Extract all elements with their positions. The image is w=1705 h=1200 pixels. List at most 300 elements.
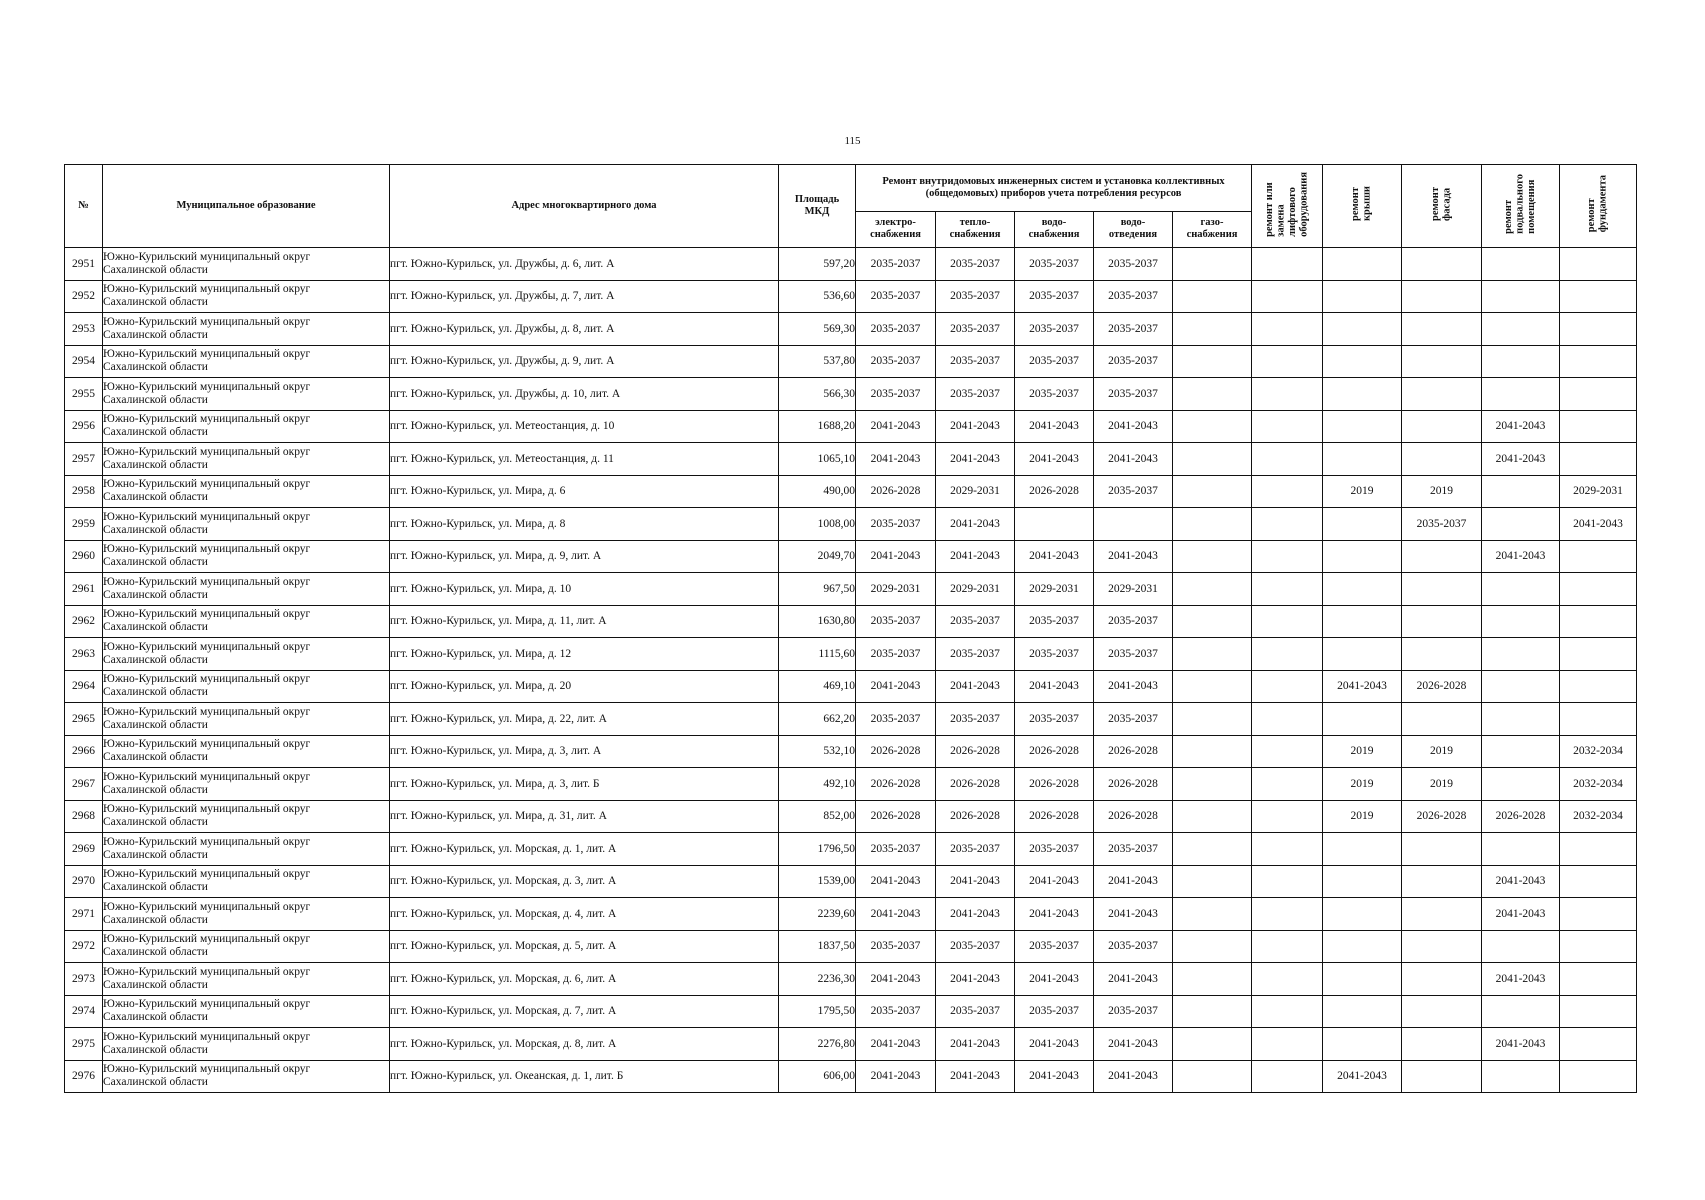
municipality-line-1: Южно-Курильский муниципальный округ — [103, 803, 311, 816]
facade-cell — [1402, 865, 1482, 898]
water-drain-cell: 2026-2028 — [1094, 768, 1173, 801]
municipality-line-1: Южно-Курильский муниципальный округ — [103, 283, 311, 296]
area-cell: 852,00 — [779, 800, 856, 833]
water-supply-cell: 2026-2028 — [1015, 735, 1094, 768]
municipality-line-2: Сахалинской области — [103, 848, 208, 861]
row-number: 2970 — [65, 865, 103, 898]
gas-cell — [1173, 508, 1252, 541]
foundation-cell — [1560, 670, 1637, 703]
row-number: 2956 — [65, 410, 103, 443]
table-row — [65, 703, 1637, 736]
heat-cell: 2029-2031 — [936, 475, 1015, 508]
row-number: 2953 — [65, 313, 103, 346]
municipality-line-2: Сахалинской области — [103, 328, 208, 341]
address-cell: пгт. Южно-Курильск, ул. Морская, д. 6, лит. А — [390, 963, 779, 996]
table-row — [65, 475, 1637, 508]
table-row — [65, 605, 1637, 638]
row-number: 2974 — [65, 995, 103, 1028]
basement-cell — [1482, 573, 1560, 606]
municipality-line-1: Южно-Курильский муниципальный округ — [103, 835, 311, 848]
row-number: 2959 — [65, 508, 103, 541]
lift-cell — [1252, 248, 1323, 281]
electro-cell: 2035-2037 — [856, 345, 936, 378]
lift-cell — [1252, 833, 1323, 866]
municipality-cell — [103, 670, 390, 703]
basement-cell: 2026-2028 — [1482, 800, 1560, 833]
roof-cell: 2019 — [1323, 475, 1402, 508]
municipality-line-2: Сахалинской области — [103, 263, 208, 276]
heat-cell: 2035-2037 — [936, 280, 1015, 313]
basement-cell — [1482, 508, 1560, 541]
foundation-cell — [1560, 313, 1637, 346]
facade-cell — [1402, 703, 1482, 736]
foundation-cell — [1560, 248, 1637, 281]
row-number: 2971 — [65, 898, 103, 931]
municipality-line-2: Сахалинской области — [103, 718, 208, 731]
table-row — [65, 638, 1637, 671]
area-cell: 566,30 — [779, 378, 856, 411]
row-number: 2966 — [65, 735, 103, 768]
header-foundation-label: ремонт фундамента — [1586, 175, 1610, 233]
row-number: 2965 — [65, 703, 103, 736]
municipality-line-1: Южно-Курильский муниципальный округ — [103, 315, 311, 328]
water-supply-cell: 2041-2043 — [1015, 1060, 1094, 1093]
basement-cell — [1482, 345, 1560, 378]
heat-cell: 2035-2037 — [936, 248, 1015, 281]
municipality-line-1: Южно-Курильский муниципальный округ — [103, 445, 311, 458]
row-number: 2976 — [65, 1060, 103, 1093]
water-drain-cell: 2035-2037 — [1094, 248, 1173, 281]
row-number: 2962 — [65, 605, 103, 638]
heat-cell: 2029-2031 — [936, 573, 1015, 606]
water-supply-cell: 2041-2043 — [1015, 963, 1094, 996]
basement-cell: 2041-2043 — [1482, 443, 1560, 476]
header-electro: электро- снабжения — [856, 211, 936, 247]
capital-repair-table — [64, 164, 1637, 1093]
facade-cell — [1402, 280, 1482, 313]
table-row — [65, 508, 1637, 541]
electro-cell: 2035-2037 — [856, 508, 936, 541]
roof-cell — [1323, 963, 1402, 996]
gas-cell — [1173, 345, 1252, 378]
table-row — [65, 670, 1637, 703]
roof-cell: 2019 — [1323, 800, 1402, 833]
electro-cell: 2041-2043 — [856, 898, 936, 931]
municipality-cell — [103, 768, 390, 801]
municipality-line-1: Южно-Курильский муниципальный округ — [103, 640, 311, 653]
roof-cell — [1323, 280, 1402, 313]
municipality-cell — [103, 605, 390, 638]
municipality-line-1: Южно-Курильский муниципальный округ — [103, 965, 311, 978]
gas-cell — [1173, 378, 1252, 411]
municipality-line-2: Сахалинской области — [103, 816, 208, 829]
header-roof-label: ремонт крыши — [1350, 186, 1374, 222]
address-cell: пгт. Южно-Курильск, ул. Морская, д. 5, лит. А — [390, 930, 779, 963]
row-number: 2964 — [65, 670, 103, 703]
address-cell: пгт. Южно-Курильск, ул. Мира, д. 3, лит. Б — [390, 768, 779, 801]
municipality-cell — [103, 833, 390, 866]
water-supply-cell: 2041-2043 — [1015, 443, 1094, 476]
municipality-line-2: Сахалинской области — [103, 393, 208, 406]
address-cell: пгт. Южно-Курильск, ул. Метеостанция, д. 11 — [390, 443, 779, 476]
municipality-cell — [103, 475, 390, 508]
electro-cell: 2041-2043 — [856, 540, 936, 573]
lift-cell — [1252, 443, 1323, 476]
address-cell: пгт. Южно-Курильск, ул. Морская, д. 3, лит. А — [390, 865, 779, 898]
facade-cell — [1402, 540, 1482, 573]
municipality-cell — [103, 508, 390, 541]
water-supply-cell: 2035-2037 — [1015, 313, 1094, 346]
municipality-line-1: Южно-Курильский муниципальный округ — [103, 510, 311, 523]
water-supply-cell: 2041-2043 — [1015, 1028, 1094, 1061]
heat-cell: 2035-2037 — [936, 313, 1015, 346]
table-row — [65, 833, 1637, 866]
gas-cell — [1173, 1060, 1252, 1093]
header-area: Площадь МКД — [779, 165, 856, 248]
lift-cell — [1252, 865, 1323, 898]
header-heat: тепло- снабжения — [936, 211, 1015, 247]
foundation-cell — [1560, 995, 1637, 1028]
address-cell: пгт. Южно-Курильск, ул. Мира, д. 11, лит. А — [390, 605, 779, 638]
municipality-cell — [103, 540, 390, 573]
roof-cell — [1323, 865, 1402, 898]
basement-cell — [1482, 735, 1560, 768]
table-row — [65, 280, 1637, 313]
heat-cell: 2041-2043 — [936, 670, 1015, 703]
foundation-cell: 2032-2034 — [1560, 800, 1637, 833]
municipality-line-2: Сахалинской области — [103, 751, 208, 764]
table-row — [65, 995, 1637, 1028]
table-row — [65, 540, 1637, 573]
water-supply-cell: 2035-2037 — [1015, 995, 1094, 1028]
header-gas: газо- снабжения — [1173, 211, 1252, 247]
electro-cell: 2035-2037 — [856, 995, 936, 1028]
gas-cell — [1173, 800, 1252, 833]
municipality-cell — [103, 248, 390, 281]
facade-cell — [1402, 248, 1482, 281]
lift-cell — [1252, 735, 1323, 768]
table-row — [65, 865, 1637, 898]
header-address: Адрес многоквартирного дома — [390, 165, 779, 248]
water-supply-cell: 2026-2028 — [1015, 475, 1094, 508]
lift-cell — [1252, 508, 1323, 541]
area-cell: 569,30 — [779, 313, 856, 346]
municipality-line-2: Сахалинской области — [103, 686, 208, 699]
address-cell: пгт. Южно-Курильск, ул. Мира, д. 3, лит. А — [390, 735, 779, 768]
heat-cell: 2041-2043 — [936, 865, 1015, 898]
address-cell: пгт. Южно-Курильск, ул. Мира, д. 9, лит. А — [390, 540, 779, 573]
foundation-cell — [1560, 605, 1637, 638]
gas-cell — [1173, 443, 1252, 476]
roof-cell — [1323, 995, 1402, 1028]
municipality-cell — [103, 735, 390, 768]
area-cell: 1539,00 — [779, 865, 856, 898]
facade-cell: 2019 — [1402, 768, 1482, 801]
water-supply-cell: 2041-2043 — [1015, 898, 1094, 931]
lift-cell — [1252, 930, 1323, 963]
gas-cell — [1173, 670, 1252, 703]
facade-cell — [1402, 833, 1482, 866]
table-row — [65, 443, 1637, 476]
table-row — [65, 378, 1637, 411]
municipality-cell — [103, 638, 390, 671]
water-drain-cell: 2035-2037 — [1094, 995, 1173, 1028]
heat-cell: 2041-2043 — [936, 1028, 1015, 1061]
table-row — [65, 345, 1637, 378]
facade-cell — [1402, 313, 1482, 346]
basement-cell — [1482, 703, 1560, 736]
area-cell: 492,10 — [779, 768, 856, 801]
lift-cell — [1252, 898, 1323, 931]
header-roof — [1323, 165, 1402, 248]
municipality-line-1: Южно-Курильский муниципальный округ — [103, 738, 311, 751]
heat-cell: 2041-2043 — [936, 540, 1015, 573]
water-supply-cell: 2026-2028 — [1015, 768, 1094, 801]
basement-cell — [1482, 670, 1560, 703]
row-number: 2954 — [65, 345, 103, 378]
foundation-cell — [1560, 443, 1637, 476]
water-supply-cell: 2035-2037 — [1015, 703, 1094, 736]
table-header — [65, 165, 1637, 248]
municipality-cell — [103, 573, 390, 606]
gas-cell — [1173, 930, 1252, 963]
roof-cell — [1323, 313, 1402, 346]
water-drain-cell: 2035-2037 — [1094, 475, 1173, 508]
basement-cell: 2041-2043 — [1482, 865, 1560, 898]
address-cell: пгт. Южно-Курильск, ул. Дружбы, д. 9, лит. А — [390, 345, 779, 378]
water-drain-cell: 2041-2043 — [1094, 443, 1173, 476]
electro-cell: 2035-2037 — [856, 638, 936, 671]
row-number: 2958 — [65, 475, 103, 508]
roof-cell: 2041-2043 — [1323, 670, 1402, 703]
municipality-line-2: Сахалинской области — [103, 556, 208, 569]
water-supply-cell: 2035-2037 — [1015, 280, 1094, 313]
facade-cell: 2035-2037 — [1402, 508, 1482, 541]
row-number: 2963 — [65, 638, 103, 671]
water-drain-cell: 2041-2043 — [1094, 963, 1173, 996]
municipality-cell — [103, 410, 390, 443]
municipality-line-1: Южно-Курильский муниципальный округ — [103, 868, 311, 881]
basement-cell — [1482, 833, 1560, 866]
area-cell: 967,50 — [779, 573, 856, 606]
address-cell: пгт. Южно-Курильск, ул. Морская, д. 7, лит. А — [390, 995, 779, 1028]
lift-cell — [1252, 670, 1323, 703]
table-row — [65, 735, 1637, 768]
gas-cell — [1173, 1028, 1252, 1061]
municipality-line-1: Южно-Курильский муниципальный округ — [103, 770, 311, 783]
gas-cell — [1173, 573, 1252, 606]
lift-cell — [1252, 378, 1323, 411]
page-number: 115 — [844, 135, 861, 147]
area-cell: 2276,80 — [779, 1028, 856, 1061]
row-number: 2961 — [65, 573, 103, 606]
roof-cell — [1323, 443, 1402, 476]
municipality-line-2: Сахалинской области — [103, 1043, 208, 1056]
heat-cell: 2041-2043 — [936, 898, 1015, 931]
municipality-line-1: Южно-Курильский муниципальный округ — [103, 380, 311, 393]
lift-cell — [1252, 410, 1323, 443]
electro-cell: 2041-2043 — [856, 865, 936, 898]
foundation-cell — [1560, 703, 1637, 736]
address-cell: пгт. Южно-Курильск, ул. Дружбы, д. 6, лит. А — [390, 248, 779, 281]
water-supply-cell: 2041-2043 — [1015, 670, 1094, 703]
area-cell: 1630,80 — [779, 605, 856, 638]
municipality-line-1: Южно-Курильский муниципальный округ — [103, 348, 311, 361]
water-drain-cell: 2041-2043 — [1094, 410, 1173, 443]
facade-cell — [1402, 1028, 1482, 1061]
roof-cell — [1323, 898, 1402, 931]
municipality-line-1: Южно-Курильский муниципальный округ — [103, 575, 311, 588]
heat-cell: 2026-2028 — [936, 800, 1015, 833]
water-drain-cell — [1094, 508, 1173, 541]
municipality-line-2: Сахалинской области — [103, 913, 208, 926]
water-drain-cell: 2035-2037 — [1094, 638, 1173, 671]
facade-cell — [1402, 995, 1482, 1028]
municipality-line-1: Южно-Курильский муниципальный округ — [103, 608, 311, 621]
water-drain-cell: 2026-2028 — [1094, 735, 1173, 768]
heat-cell: 2035-2037 — [936, 703, 1015, 736]
foundation-cell — [1560, 963, 1637, 996]
area-cell: 1796,50 — [779, 833, 856, 866]
water-supply-cell: 2035-2037 — [1015, 378, 1094, 411]
area-cell: 536,60 — [779, 280, 856, 313]
municipality-cell — [103, 703, 390, 736]
municipality-cell — [103, 1060, 390, 1093]
basement-cell — [1482, 768, 1560, 801]
area-cell: 2049,70 — [779, 540, 856, 573]
foundation-cell: 2041-2043 — [1560, 508, 1637, 541]
municipality-line-2: Сахалинской области — [103, 1076, 208, 1089]
municipality-line-1: Южно-Курильский муниципальный округ — [103, 998, 311, 1011]
municipality-line-1: Южно-Курильский муниципальный округ — [103, 413, 311, 426]
municipality-cell — [103, 313, 390, 346]
heat-cell: 2035-2037 — [936, 638, 1015, 671]
municipality-line-2: Сахалинской области — [103, 458, 208, 471]
water-drain-cell: 2041-2043 — [1094, 540, 1173, 573]
municipality-line-2: Сахалинской области — [103, 653, 208, 666]
municipality-line-1: Южно-Курильский муниципальный округ — [103, 543, 311, 556]
header-municipality: Муниципальное образование — [103, 165, 390, 248]
heat-cell: 2035-2037 — [936, 605, 1015, 638]
row-number: 2968 — [65, 800, 103, 833]
water-supply-cell: 2035-2037 — [1015, 638, 1094, 671]
water-drain-cell: 2035-2037 — [1094, 345, 1173, 378]
table-row — [65, 573, 1637, 606]
electro-cell: 2026-2028 — [856, 800, 936, 833]
header-facade — [1402, 165, 1482, 248]
foundation-cell — [1560, 1028, 1637, 1061]
municipality-cell — [103, 995, 390, 1028]
address-cell: пгт. Южно-Курильск, ул. Дружбы, д. 7, лит. А — [390, 280, 779, 313]
table-row — [65, 313, 1637, 346]
heat-cell: 2041-2043 — [936, 508, 1015, 541]
heat-cell: 2041-2043 — [936, 443, 1015, 476]
water-drain-cell: 2041-2043 — [1094, 898, 1173, 931]
electro-cell: 2035-2037 — [856, 930, 936, 963]
municipality-cell — [103, 280, 390, 313]
address-cell: пгт. Южно-Курильск, ул. Мира, д. 20 — [390, 670, 779, 703]
address-cell: пгт. Южно-Курильск, ул. Мира, д. 31, лит. А — [390, 800, 779, 833]
roof-cell — [1323, 508, 1402, 541]
gas-cell — [1173, 833, 1252, 866]
foundation-cell — [1560, 1060, 1637, 1093]
table-row — [65, 800, 1637, 833]
foundation-cell — [1560, 638, 1637, 671]
municipality-line-1: Южно-Курильский муниципальный округ — [103, 673, 311, 686]
municipality-line-1: Южно-Курильский муниципальный округ — [103, 1063, 311, 1076]
facade-cell — [1402, 930, 1482, 963]
gas-cell — [1173, 898, 1252, 931]
municipality-cell — [103, 800, 390, 833]
municipality-cell — [103, 443, 390, 476]
basement-cell — [1482, 475, 1560, 508]
row-number: 2972 — [65, 930, 103, 963]
municipality-line-2: Сахалинской области — [103, 491, 208, 504]
water-drain-cell: 2035-2037 — [1094, 605, 1173, 638]
area-cell: 469,10 — [779, 670, 856, 703]
header-foundation — [1560, 165, 1637, 248]
header-facade-label: ремонт фасада — [1429, 186, 1453, 221]
water-supply-cell: 2041-2043 — [1015, 540, 1094, 573]
municipality-line-2: Сахалинской области — [103, 523, 208, 536]
roof-cell — [1323, 930, 1402, 963]
roof-cell — [1323, 410, 1402, 443]
header-basement — [1482, 165, 1560, 248]
electro-cell: 2041-2043 — [856, 1060, 936, 1093]
heat-cell: 2035-2037 — [936, 930, 1015, 963]
municipality-line-2: Сахалинской области — [103, 1011, 208, 1024]
table-row — [65, 898, 1637, 931]
water-supply-cell: 2041-2043 — [1015, 410, 1094, 443]
row-number: 2952 — [65, 280, 103, 313]
lift-cell — [1252, 605, 1323, 638]
roof-cell — [1323, 378, 1402, 411]
electro-cell: 2026-2028 — [856, 475, 936, 508]
basement-cell — [1482, 930, 1560, 963]
foundation-cell — [1560, 898, 1637, 931]
table-row — [65, 1028, 1637, 1061]
foundation-cell: 2029-2031 — [1560, 475, 1637, 508]
heat-cell: 2026-2028 — [936, 768, 1015, 801]
facade-cell: 2019 — [1402, 735, 1482, 768]
electro-cell: 2041-2043 — [856, 1028, 936, 1061]
municipality-cell — [103, 345, 390, 378]
header-no: № — [65, 165, 103, 248]
municipality-line-2: Сахалинской области — [103, 621, 208, 634]
area-cell: 1065,10 — [779, 443, 856, 476]
area-cell: 662,20 — [779, 703, 856, 736]
electro-cell: 2035-2037 — [856, 313, 936, 346]
foundation-cell — [1560, 280, 1637, 313]
area-cell: 2236,30 — [779, 963, 856, 996]
lift-cell — [1252, 995, 1323, 1028]
foundation-cell: 2032-2034 — [1560, 735, 1637, 768]
water-drain-cell: 2035-2037 — [1094, 313, 1173, 346]
municipality-line-2: Сахалинской области — [103, 881, 208, 894]
water-supply-cell: 2035-2037 — [1015, 605, 1094, 638]
facade-cell: 2026-2028 — [1402, 800, 1482, 833]
area-cell: 1688,20 — [779, 410, 856, 443]
electro-cell: 2041-2043 — [856, 670, 936, 703]
basement-cell: 2041-2043 — [1482, 410, 1560, 443]
gas-cell — [1173, 735, 1252, 768]
municipality-line-2: Сахалинской области — [103, 426, 208, 439]
municipality-cell — [103, 865, 390, 898]
roof-cell — [1323, 703, 1402, 736]
water-supply-cell — [1015, 508, 1094, 541]
facade-cell — [1402, 443, 1482, 476]
lift-cell — [1252, 280, 1323, 313]
